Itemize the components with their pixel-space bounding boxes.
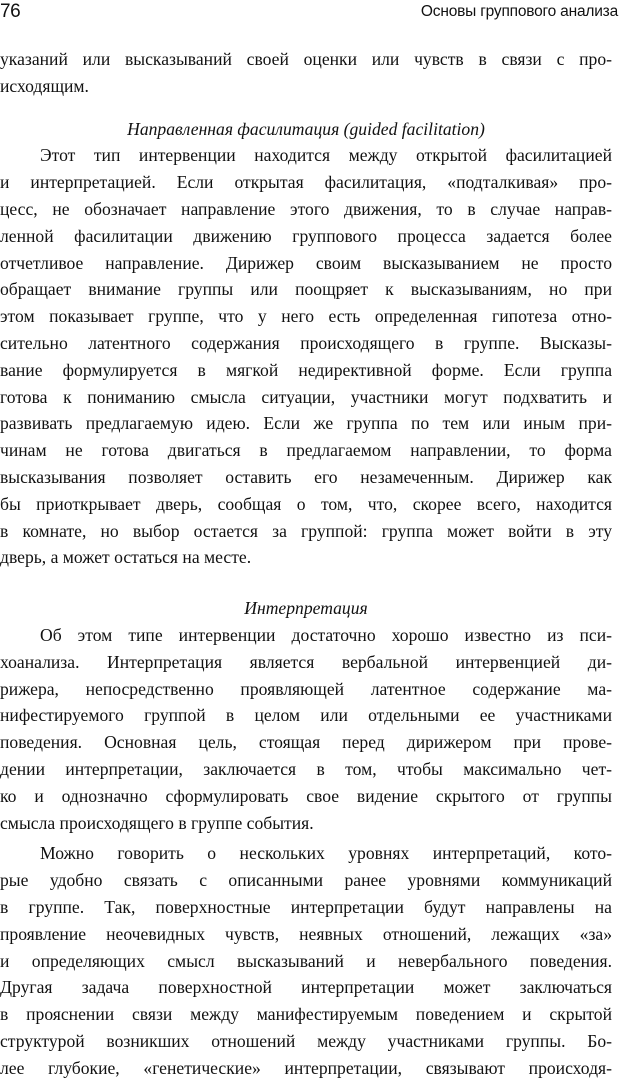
text-line: дении интерпретации, заключается в том, чтобы максимально чет-	[0, 758, 612, 779]
text-line: смысла происходящего в группе события.	[0, 812, 314, 833]
paragraph-interpretation-1	[0, 622, 612, 836]
text-line: проявление неочевидных чувств, неявных отношений, лежащих «за»	[0, 923, 612, 944]
text-line: рые удобно связать с описанными ранее уровнями коммуникаций	[0, 870, 612, 891]
text-line: обращает внимание группы или поощряет к высказываниям, но при	[0, 279, 612, 300]
text-line: цесс, не обозначает направление этого движения, то в случае направ-	[0, 198, 612, 219]
text-line: хоанализа. Интерпретация является вербальной интервенцией ди-	[0, 651, 612, 672]
text-line: и интерпретацией. Если открытая фасилитация, «подталкивая» про-	[0, 172, 612, 193]
text-line: сительно латентного содержания происходящего в группе. Высказы-	[0, 332, 612, 353]
intro-paragraph	[0, 46, 612, 100]
text-line: и определяющих смысл высказываний и невербального поведения.	[0, 950, 612, 971]
text-line: в прояснении связи между манифестируемым поведением и скрытой	[0, 1004, 612, 1025]
section-heading-interpretation: Интерпретация	[244, 598, 368, 619]
running-title: Основы группового анализа	[420, 3, 618, 20]
text-line: бы приоткрывает дверь, сообщая о том, что, скорее всего, находится	[0, 493, 612, 514]
paragraph-interpretation-2	[0, 840, 612, 1081]
text-line: указаний или высказываний своей оценки или чувств в связи с про-	[0, 49, 612, 69]
page-number: 76	[0, 1, 21, 22]
text-line: готова к пониманию смысла ситуации, участники могут подхватить и	[0, 386, 612, 407]
text-line: отчетливое направление. Дирижер своим высказыванием не просто	[0, 252, 612, 273]
text-line: лее глубокие, «генетические» интерпретации, связывают происходя-	[0, 1057, 612, 1078]
text-line: в группе. Так, поверхностные интерпретации будут направлены на	[0, 896, 612, 917]
text-line: ленной фасилитации движению группового процесса задается более	[0, 225, 612, 246]
text-line: нифестируемого группой в целом или отдельными ее участниками	[0, 705, 612, 726]
text-line: этом показывает группе, что у него есть определенная гипотеза отно-	[0, 306, 612, 327]
paragraph-guided-facilitation	[0, 142, 612, 571]
text-line: Об этом типе интервенции достаточно хорошо известно из пси-	[40, 624, 612, 645]
text-line: исходящим.	[0, 75, 89, 96]
text-line: Можно говорить о нескольких уровнях интерпретаций, кото-	[40, 843, 612, 864]
section-heading-guided-facilitation: Направленная фасилитация (guided facilitation)	[127, 118, 485, 139]
text-line: ко и однозначно сформулировать свое видение скрытого от группы	[0, 785, 612, 806]
text-line: Этот тип интервенции находится между открытой фасилитацией	[40, 145, 612, 166]
text-line: вание формулируется в мягкой недирективной форме. Если группа	[0, 359, 612, 380]
text-line: в комнате, но выбор остается за группой: группа может войти в эту	[0, 520, 612, 541]
text-line: рижера, непосредственно проявляющей латентное содержание ма-	[0, 678, 612, 699]
text-line: чинам не готова двигаться в предлагаемом направлении, то форма	[0, 440, 612, 461]
body-text	[0, 46, 612, 1081]
text-line: структурой возникших отношений между участниками группы. Бо-	[0, 1030, 612, 1051]
text-line: развивать предлагаемую идею. Если же группа по тем или иным при-	[0, 413, 612, 434]
text-line: Другая задача поверхностной интерпретации может заключаться	[0, 977, 612, 998]
page-header	[0, 0, 620, 26]
text-line: высказывания позволяет оставить его незамеченным. Дирижер как	[0, 466, 612, 487]
text-line: поведения. Основная цель, стоящая перед дирижером при прове-	[0, 732, 612, 753]
text-line: дверь, а может остаться на месте.	[0, 547, 252, 568]
